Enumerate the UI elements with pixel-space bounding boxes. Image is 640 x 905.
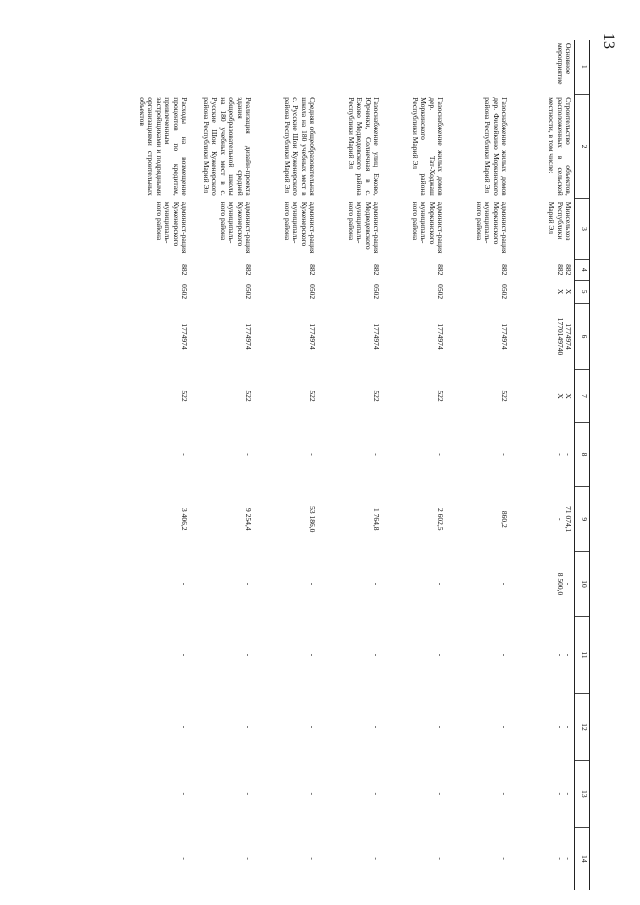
table-cell-c11: -: [244, 653, 253, 657]
table-row: [318, 40, 382, 890]
table-row: [510, 40, 575, 890]
col-header: 14: [575, 827, 590, 890]
table-cell-c14: - -: [555, 857, 573, 860]
table-cell-c7: 522: [500, 390, 509, 402]
table-cell-c7: 522: [180, 390, 189, 402]
col-header: 6: [575, 303, 590, 370]
table-cell-c5: 0502: [500, 284, 509, 300]
table-cell-c1: Основное мероприятие: [555, 43, 573, 85]
table-cell-c12: -: [500, 725, 509, 729]
table-row: [190, 40, 254, 890]
table-cell-c11: -: [500, 653, 509, 657]
table-cell-c6: 1774974: [500, 323, 509, 350]
table-row: [382, 40, 446, 890]
table-cell-c6: 1774974: [372, 323, 381, 350]
table-cell-c12: - -: [555, 725, 573, 729]
table-cell-c13: - -: [555, 792, 573, 796]
table-cell-c12: -: [436, 725, 445, 729]
table-cell-c8: -: [500, 453, 509, 456]
table-cell-c13: -: [308, 792, 317, 796]
table-cell-c10: -: [436, 582, 445, 586]
table-cell-c5: 0502: [308, 284, 317, 300]
table-cell-c2: Газоснабжение улиц Ежово, Юрченки, Солнечная в с. Ежово Медведевского района Республики Марий Эл: [346, 97, 381, 196]
table-body: [126, 40, 575, 890]
table-cell-c8: -: [436, 453, 445, 456]
table-cell-c9: 2 602,5: [436, 508, 445, 531]
table-cell-c13: -: [180, 792, 189, 796]
table-cell-c5: 0502: [436, 284, 445, 300]
table-cell-c3: админист-рация Медведевского муниципаль-ного района: [346, 201, 381, 254]
table-cell-c13: -: [436, 792, 445, 796]
table-cell-c14: -: [180, 857, 189, 860]
col-header: 12: [575, 694, 590, 761]
table-cell-c8: -: [308, 453, 317, 456]
table-cell-c7: 522: [244, 390, 253, 402]
table-cell-c5: 0502: [244, 284, 253, 300]
table-cell-c5: X X: [555, 288, 573, 295]
table-cell-c3: админист-рация Моркинского муниципаль-ного района: [474, 201, 509, 254]
table-row: [126, 40, 190, 890]
table-cell-c12: -: [308, 725, 317, 729]
table-cell-c1: [126, 40, 190, 94]
col-header: 11: [575, 616, 590, 693]
table-cell-c4: 882: [308, 264, 317, 276]
table-cell-c2: Реализация дизайн-проекта здания средней общеобразовательной школы на 180 учебных мест в с. Русские Шои Куженерского района Республики Марий Эл: [202, 97, 253, 196]
table-cell-c14: -: [500, 857, 509, 860]
table-cell-c6: 1774974: [180, 323, 189, 350]
table-cell-c6: 1774974 1770149740: [555, 317, 573, 356]
table-cell-c11: -: [308, 653, 317, 657]
table-cell-c10: -: [308, 582, 317, 586]
table-cell-c3: админист-рация Куженерского муниципаль-ного района: [282, 201, 317, 254]
table-cell-c3: админист-рация Куженерского муниципаль-ного района: [218, 201, 253, 254]
budget-table: [126, 40, 590, 890]
col-header: 5: [575, 280, 590, 303]
table-cell-c2: Расходы на возмещение процентов по кредитам, привлеченным застройщиками и подрядными организациями строительных объектов: [138, 97, 189, 196]
table-cell-c6: 1774974: [436, 323, 445, 350]
col-header: 9: [575, 487, 590, 552]
table-cell-c13: -: [500, 792, 509, 796]
table-cell-c9: 860,2: [500, 510, 509, 528]
table-cell-c8: -: [180, 453, 189, 456]
table-cell-c10: - 8 500,0: [555, 572, 573, 596]
table-cell-c4: 882: [436, 264, 445, 276]
table-cell-c10: -: [244, 582, 253, 586]
table-cell-c12: -: [372, 725, 381, 729]
col-header: 2: [575, 94, 590, 198]
table-cell-c9: 9 254,4: [244, 508, 253, 531]
table-cell-c7: X X: [555, 393, 573, 399]
table-cell-c3: Минсельхоз Республики Марий Эл: [547, 201, 573, 241]
table-cell-c11: - -: [555, 653, 573, 657]
table-cell-c1: [190, 40, 254, 94]
col-header: 4: [575, 259, 590, 280]
col-header: 13: [575, 760, 590, 827]
table-cell-c2: Строительство объектов, расположенных в сельской местности, в том числе:: [547, 97, 573, 196]
table-cell-c4: 882: [180, 264, 189, 276]
table-cell-c11: -: [180, 653, 189, 657]
table-cell-c11: -: [436, 653, 445, 657]
col-header: 1: [575, 40, 590, 94]
table-cell-c8: -: [372, 453, 381, 456]
col-header: 10: [575, 552, 590, 617]
table-cell-c6: 1774974: [244, 323, 253, 350]
table-cell-c12: -: [180, 725, 189, 729]
table-cell-c12: -: [244, 725, 253, 729]
table-cell-c10: -: [372, 582, 381, 586]
table-cell-c1: [254, 40, 318, 94]
table-cell-c5: 0502: [372, 284, 381, 300]
table-cell-c4: 882: [244, 264, 253, 276]
table-cell-c3: админист-рация Куженерского муниципаль-ного района: [154, 201, 189, 254]
rotated-table-wrapper: [110, 40, 590, 890]
table-cell-c1: [382, 40, 446, 94]
table-cell-c7: 522: [372, 390, 381, 402]
table-cell-c10: -: [500, 582, 509, 586]
table-cell-c2: Средняя общеобразовательная школа на 180 учебных мест в с. Русские Шои Куженерского района Республики Марий Эл: [282, 97, 317, 196]
table-cell-c4: 882: [500, 264, 509, 276]
table-cell-c8: - -: [555, 453, 573, 456]
table-cell-c8: -: [244, 453, 253, 456]
table-cell-c1: [446, 40, 510, 94]
table-cell-c13: -: [372, 792, 381, 796]
table-cell-c2: Газоснабжение жилых домов дер. Филейкино Моркинского района Республики Марий Эл: [483, 97, 509, 196]
table-cell-c10: -: [180, 582, 189, 586]
col-header: 8: [575, 422, 590, 487]
table-cell-c14: -: [308, 857, 317, 860]
table-cell-c7: 522: [436, 390, 445, 402]
table-row: [446, 40, 510, 890]
table-cell-c14: -: [372, 857, 381, 860]
table-cell-c9: 53 186,0: [308, 506, 317, 533]
table-cell-c2: Газоснабжение жилых домов дер. Тат-Ходжаш Моркинского района Республики Марий Эл: [410, 97, 445, 196]
table-cell-c5: 0502: [180, 284, 189, 300]
col-header: 3: [575, 199, 590, 260]
table-cell-c4: 882: [372, 264, 381, 276]
table-cell-c3: админист-рация Моркинского муниципаль-ного района: [410, 201, 445, 254]
table-cell-c9: 71 074,1 -: [555, 506, 573, 533]
col-header: 7: [575, 370, 590, 422]
table-cell-c9: 1 764,8: [372, 508, 381, 531]
table-cell-c11: -: [372, 653, 381, 657]
table-cell-c14: -: [436, 857, 445, 860]
table-cell-c4: 882 882: [555, 264, 573, 276]
table-cell-c13: -: [244, 792, 253, 796]
table-cell-c7: 522: [308, 390, 317, 402]
table-cell-c1: [318, 40, 382, 94]
header-row: [575, 40, 590, 890]
table-cell-c14: -: [244, 857, 253, 860]
table-row: [254, 40, 318, 890]
table-cell-c9: 3 406,2: [180, 508, 189, 531]
table-cell-c6: 1774974: [308, 323, 317, 350]
page-number: 13: [600, 33, 617, 49]
